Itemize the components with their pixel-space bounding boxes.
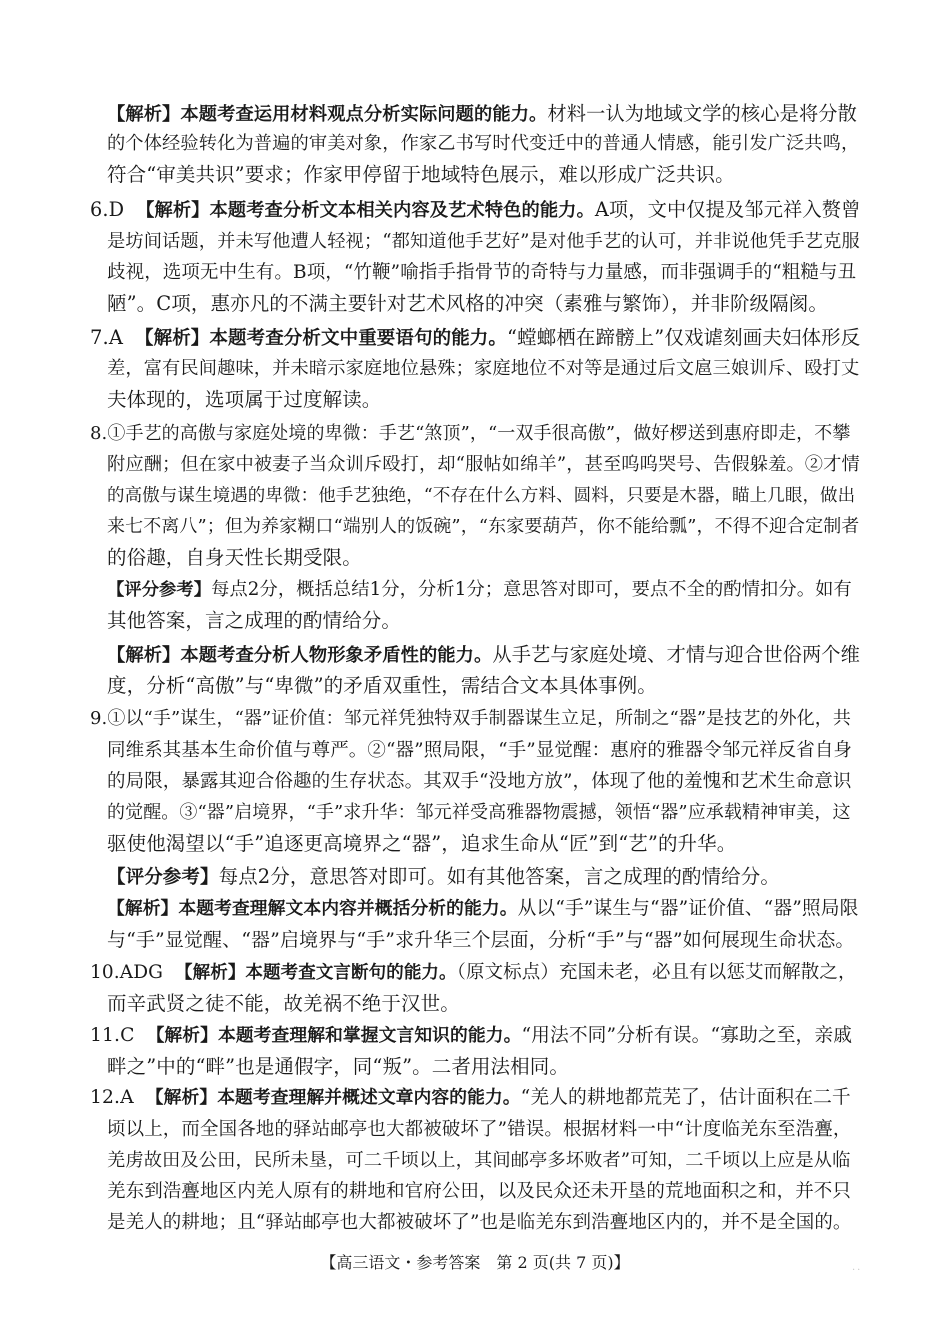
item11-number: 11. bbox=[90, 1025, 121, 1046]
item10-line1 bbox=[90, 960, 857, 986]
item7-line1 bbox=[90, 325, 860, 352]
item9-line1-text: ①以“手”谋生，“器”证价值：邹元祥凭独特双手制器谋生立足，所制之“器”是技艺的外化，共 bbox=[107, 708, 851, 729]
item11-line2: 畔之”中的“畔”也是通假字，同“叛”。二者用法相同。 bbox=[107, 1055, 569, 1078]
item12-number: 12. bbox=[90, 1087, 121, 1108]
item7-bold: 本题考查分析文中重要语句的能力。 bbox=[209, 328, 508, 349]
item10-number: 10. bbox=[90, 962, 120, 983]
item8-analysis-line2: 度，分析“高傲”与“卑微”的矛盾双重性，需结合文本具体事例。 bbox=[107, 674, 657, 697]
item12-line4: 羌东到浩亹地区内羌人原有的耕地和官府公田，以及民众还未开垦的荒地面积之和，并不只 bbox=[107, 1181, 852, 1202]
jiexi-tag: 【解析】 bbox=[107, 899, 179, 919]
item8-line1 bbox=[90, 421, 850, 447]
item8-score-text: 每点2分，概括总结1分，分析1分；意思答对即可，要点不全的酌情扣分。如有 bbox=[211, 579, 852, 600]
jiexi-tag: 【解析】 bbox=[107, 645, 181, 666]
item7-line3: 夫体现的，选项属于过度解读。 bbox=[107, 388, 382, 411]
pingfen-tag: 【评分参考】 bbox=[107, 867, 219, 888]
item5-line2: 的个体经验转化为普遍的审美对象，作家乙书写时代变迁中的普通人情感，能引发广泛共鸣， bbox=[107, 133, 860, 154]
item12-line1 bbox=[90, 1085, 851, 1111]
item5-bold: 本题考查运用材料观点分析实际问题的能力。 bbox=[180, 104, 548, 125]
jiexi-tag: 【解析】 bbox=[145, 1088, 218, 1108]
item9-analysis-bold: 本题考查理解文本内容并概括分析的能力。 bbox=[178, 899, 518, 919]
jiexi-tag: 【解析】 bbox=[175, 963, 246, 983]
item9-analysis-line1 bbox=[107, 896, 858, 922]
item11-line1 bbox=[90, 1023, 852, 1049]
item12-answer: A bbox=[120, 1087, 134, 1108]
item6-line1 bbox=[90, 197, 860, 224]
item6-line2: 是坊间话题，并未写他遭人轻视；“都知道他手艺好”是对他手艺的认可，并非说他凭手艺克服 bbox=[107, 231, 860, 252]
item8-line1-text: ①手艺的高傲与家庭处境的卑微：手艺“煞顶”，“一双手很高傲”，做好椤送到惠府即走，不攀 bbox=[107, 423, 851, 444]
item9-line2: 同维系其基本生命价值与尊严。②“器”照局限，“手”显觉醒：惠府的雅器令邹元祥反省自身 bbox=[107, 740, 853, 761]
item9-number: 9. bbox=[90, 708, 108, 729]
item8-analysis-bold: 本题考查分析人物形象矛盾性的能力。 bbox=[180, 645, 493, 666]
item11-line1-rest: “用法不同”分析有误。“寡助之至，亲戚 bbox=[521, 1025, 853, 1046]
item10-bold: 本题考查文言断句的能力。 bbox=[245, 963, 457, 983]
item12-bold: 本题考查理解并概述文章内容的能力。 bbox=[217, 1088, 521, 1108]
item10-line1-rest: （原文标点）充国未老，必且有以惩艾而解散之， bbox=[456, 962, 857, 983]
item9-score-text: 每点2分，意思答对即可。如有其他答案，言之成理的酌情给分。 bbox=[218, 865, 780, 888]
item10-answer: ADG bbox=[119, 962, 164, 983]
item12-line5: 是羌人的耕地；且“驿站邮亭也大都被破坏了”也是临羌东到浩亹地区内的，并不是全国的。 bbox=[107, 1212, 852, 1233]
jiexi-tag: 【解析】 bbox=[107, 104, 181, 125]
item12-line2: 顷以上，而全国各地的驿站邮亭也大都被破坏了”错误。根据材料一中“计度临羌东至浩亹， bbox=[107, 1119, 852, 1140]
item7-line2: 差，富有民间趣味，并未暗示家庭地位悬殊；家庭地位不对等是通过后文扈三娘训斥、殴打丈 bbox=[107, 358, 860, 379]
item12-line1-rest: “羌人的耕地都荒芜了，估计面积在二千 bbox=[520, 1087, 851, 1108]
item10-line2: 而辛武贤之徒不能，故羌祸不绝于汉世。 bbox=[107, 992, 460, 1015]
footer-dots: .. bbox=[852, 1262, 863, 1273]
item7-number: 7. bbox=[90, 326, 109, 349]
item7-line1-rest: “螳螂栖在蹄髈上”仅戏谑刻画夫妇体形反 bbox=[507, 326, 861, 349]
item8-line2: 附应酬；但在家中被妻子当众训斥殴打，却“服帖如绵羊”，甚至呜呜哭号、告假躲羞。②才情 bbox=[107, 454, 860, 475]
item8-line5: 的俗趣，自身天性长期受限。 bbox=[107, 546, 362, 569]
page-footer: 【高三语文・参考答案 第 2 页(共 7 页)】 bbox=[320, 1253, 630, 1272]
item6-number: 6. bbox=[90, 198, 109, 221]
item8-analysis-line1 bbox=[107, 642, 860, 669]
item9-line1 bbox=[90, 706, 851, 732]
jiexi-tag: 【解析】 bbox=[136, 200, 210, 221]
item9-analysis-rest: 从以“手”谋生与“器”证价值、“器”照局限 bbox=[517, 898, 859, 919]
item7-answer: A bbox=[108, 326, 123, 349]
item12-line3: 羌虏故田及公田，民所未垦，可二千顷以上，其间邮亭多坏败者”可知，二千顷以上应是从临 bbox=[107, 1150, 851, 1171]
item9-line4: 的觉醒。③“器”启境界，“手”求升华：邹元祥受高雅器物震撼，领悟“器”应承载精神审美，这 bbox=[107, 802, 851, 823]
item6-line3: 歧视，选项无中生有。B项，“竹鞭”喻指手指骨节的奇特与力量感，而非强调手的“粗糙与丑 bbox=[107, 262, 857, 283]
item6-bold: 本题考查分析文本相关内容及艺术特色的能力。 bbox=[209, 200, 595, 221]
item8-number: 8. bbox=[90, 423, 108, 444]
item6-line4: 陋”。C项，惠亦凡的不满主要针对艺术风格的冲突（素雅与繁饰），并非阶级隔阂。 bbox=[107, 292, 828, 315]
item5-line1 bbox=[107, 101, 857, 128]
item8-score-line2: 其他答案，言之成理的酌情给分。 bbox=[107, 609, 402, 632]
item11-answer: C bbox=[120, 1025, 135, 1046]
item9-line3: 的局限，暴露其迎合俗趣的生存状态。其双手“没地方放”，体现了他的羞愧和艺术生命意识 bbox=[107, 771, 852, 792]
item11-bold: 本题考查理解和掌握文言知识的能力。 bbox=[217, 1026, 522, 1046]
item8-line4: 来七不离八”；但为养家糊口“端别人的饭碗”，“东家要葫芦，你不能给瓢”，不得不迎合定制者 bbox=[107, 516, 860, 537]
pingfen-tag: 【评分参考】 bbox=[107, 580, 212, 600]
item8-score-line1 bbox=[107, 577, 852, 603]
item5-line3: 符合“审美共识”要求；作家甲停留于地域特色展示，难以形成广泛共识。 bbox=[107, 163, 735, 186]
item8-line3: 的高傲与谋生境遇的卑微：他手艺独绝，“不存在什么方料、圆料，只要是木器，瞄上几眼，做出 bbox=[107, 486, 856, 506]
jiexi-tag: 【解析】 bbox=[135, 328, 210, 349]
item5-line1-rest: 材料一认为地域文学的核心是将分散 bbox=[547, 102, 858, 125]
item9-score-line1 bbox=[107, 864, 780, 891]
item6-line1-rest: A项，文中仅提及邹元祥入赘曾 bbox=[594, 198, 861, 221]
jiexi-tag: 【解析】 bbox=[146, 1026, 218, 1046]
item6-answer: D bbox=[108, 198, 125, 221]
item8-analysis-rest: 从手艺与家庭处境、才情与迎合世俗两个维 bbox=[492, 643, 861, 666]
item9-analysis-line2: 与“手”显觉醒、“器”启境界与“手”求升华三个层面，分析“手”与“器”如何展现生命状态。 bbox=[107, 929, 855, 951]
item9-line5: 驱使他渴望以“手”追逐更高境界之“器”，追求生命从“匠”到“艺”的升华。 bbox=[107, 832, 737, 855]
